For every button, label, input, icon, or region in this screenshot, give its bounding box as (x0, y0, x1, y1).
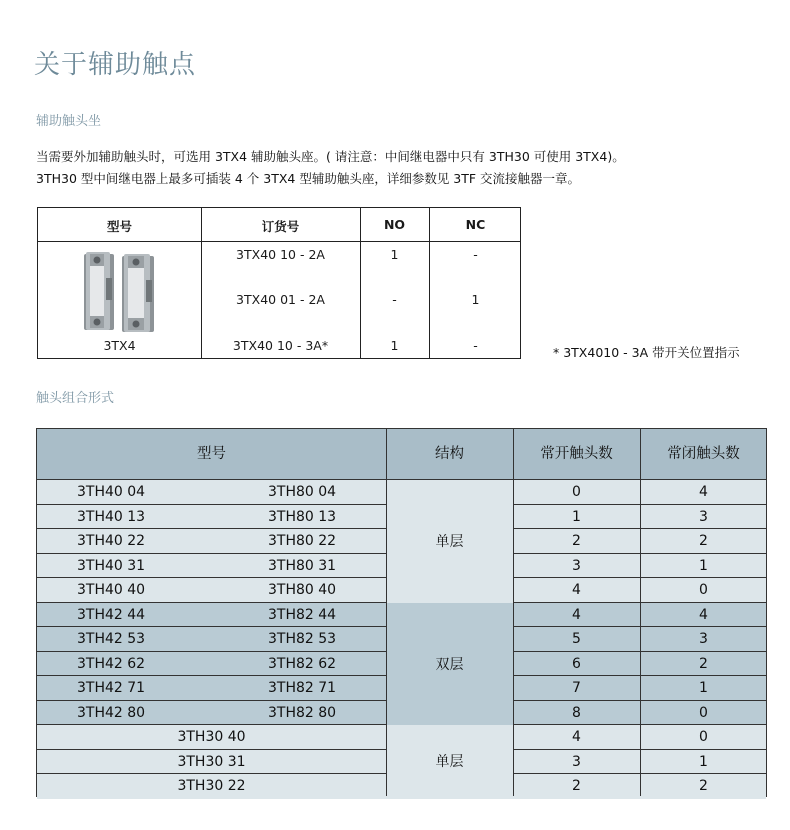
nc-count: 1 (699, 753, 708, 770)
model-b: 3TH80 22 (268, 533, 337, 549)
nc-count: 2 (699, 655, 708, 672)
model-a: 3TH40 40 (77, 582, 146, 598)
model-a: 3TH40 31 (77, 557, 146, 574)
intro-paragraph (36, 146, 625, 190)
structure-cell-single-2: 单层 (386, 725, 513, 797)
order-number-2: 3TX40 01 - 2A (236, 292, 325, 307)
nc-count: 0 (699, 729, 708, 745)
nc-count: 3 (699, 631, 708, 647)
model-a: 3TH30 31 (177, 753, 246, 770)
header-order-number: 订货号 (261, 219, 300, 234)
model-b: 3TH80 40 (268, 582, 337, 598)
no-count: 4 (572, 729, 581, 745)
model-b: 3TH82 44 (268, 606, 337, 623)
intro-line-1: 当需要外加辅助触头时，可选用 3TX4 辅助触头座。( 请注意：中间继电器中只有 3TH30 可使用 3TX4)。 (36, 149, 625, 164)
contact-combination-table (36, 428, 767, 797)
order-number-1: 3TX40 10 - 2A (236, 247, 325, 262)
nc-count: 4 (699, 606, 708, 623)
no-count: 8 (572, 704, 581, 721)
nc-count: 3 (699, 508, 708, 525)
no-count: 0 (572, 484, 581, 500)
model-b: 3TH80 31 (268, 557, 337, 574)
model-b: 3TH82 62 (268, 655, 337, 672)
no-count: 3 (572, 753, 581, 770)
model-b: 3TH80 04 (268, 484, 337, 500)
model-a: 3TH42 44 (77, 606, 146, 623)
no-count: 6 (572, 655, 581, 672)
nc-count: 2 (699, 778, 708, 794)
no-count: 2 (572, 533, 581, 549)
auxiliary-block-table (37, 207, 521, 359)
model-b: 3TH82 80 (268, 704, 337, 721)
model-a: 3TH30 22 (177, 778, 246, 794)
table-header-row (37, 429, 766, 480)
model-a: 3TH30 40 (177, 729, 246, 745)
nc-count: 2 (699, 533, 708, 549)
no-value-1: 1 (390, 247, 399, 262)
model-a: 3TH42 53 (77, 631, 146, 647)
header-no: NO (383, 217, 406, 232)
header-nc-count: 常闭触头数 (667, 446, 740, 462)
no-count: 7 (572, 680, 581, 696)
table-footnote: * 3TX4010 - 3A 带开关位置指示 (553, 345, 740, 360)
structure-cell-single-1: 单层 (386, 480, 513, 603)
nc-value-2: 1 (471, 292, 480, 307)
model-a: 3TH40 04 (77, 484, 146, 500)
header-no-count: 常开触头数 (540, 446, 613, 462)
nc-value-1: - (473, 247, 478, 262)
no-value-2: - (392, 292, 397, 307)
header-structure: 结构 (435, 446, 464, 462)
no-count: 1 (572, 508, 581, 525)
no-count: 5 (572, 631, 581, 647)
no-count: 2 (572, 778, 581, 794)
no-count: 4 (572, 582, 581, 598)
model-a: 3TH42 71 (77, 680, 146, 696)
model-a: 3TH40 13 (77, 508, 146, 525)
nc-count: 0 (699, 582, 708, 598)
auxiliary-contact-block-image (82, 248, 157, 334)
structure-cell-double: 双层 (386, 603, 513, 726)
order-number-3: 3TX40 10 - 3A* (232, 338, 329, 353)
nc-count: 1 (699, 557, 708, 574)
page-title: 关于辅助触点 (34, 50, 197, 80)
intro-line-2: 3TH30 型中间继电器上最多可插装 4 个 3TX4 型辅助触头座，详细参数见 3TF 交流接触器一章。 (36, 171, 581, 186)
header-model: 型号 (106, 219, 132, 234)
section-heading-auxiliary-block: 辅助触头坐 (36, 114, 102, 129)
nc-count: 0 (699, 704, 708, 721)
section-heading-contact-combinations: 触头组合形式 (36, 391, 115, 406)
no-value-3: 1 (390, 338, 399, 353)
header-nc: NC (465, 217, 486, 232)
model-b: 3TH82 71 (268, 680, 337, 696)
no-count: 3 (572, 557, 581, 574)
model-b: 3TH80 13 (268, 508, 337, 525)
no-count: 4 (572, 606, 581, 623)
nc-value-3: - (473, 338, 478, 353)
nc-count: 4 (699, 484, 708, 500)
model-a: 3TH40 22 (77, 533, 146, 549)
model-a: 3TH42 62 (77, 655, 146, 672)
model-a: 3TH42 80 (77, 704, 146, 721)
nc-count: 1 (699, 680, 708, 696)
model-cell: 3TX4 (103, 338, 136, 353)
header-model: 型号 (197, 446, 226, 462)
model-b: 3TH82 53 (268, 631, 337, 647)
